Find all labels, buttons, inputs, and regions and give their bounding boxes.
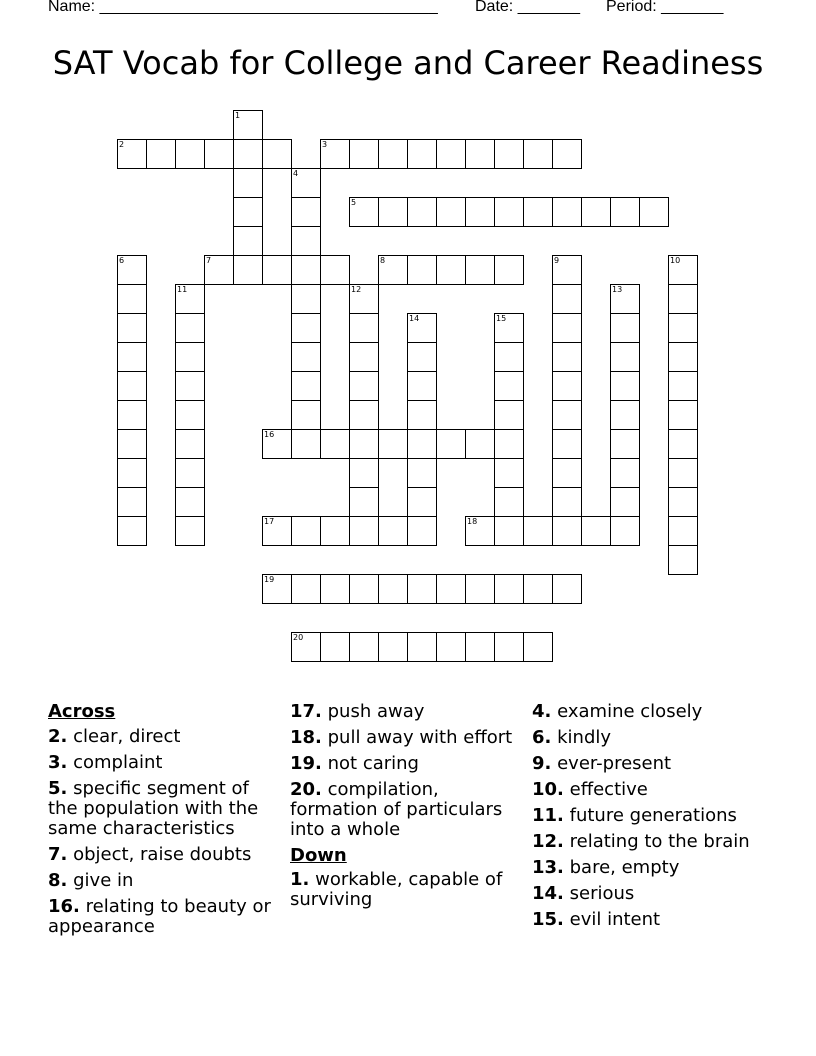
grid-cell[interactable] [291, 632, 321, 662]
grid-cell[interactable] [262, 516, 292, 546]
grid-cell[interactable] [552, 313, 582, 343]
grid-cell[interactable] [117, 255, 147, 285]
grid-cell[interactable] [291, 226, 321, 256]
grid-cell[interactable] [146, 139, 176, 169]
grid-cell[interactable] [291, 168, 321, 198]
grid-cell[interactable] [175, 458, 205, 488]
grid-cell[interactable] [349, 313, 379, 343]
grid-cell[interactable] [668, 516, 698, 546]
grid-cell[interactable] [552, 400, 582, 430]
grid-cell[interactable] [465, 255, 495, 285]
grid-cell[interactable] [465, 139, 495, 169]
grid-cell[interactable] [668, 429, 698, 459]
grid-cell[interactable] [407, 487, 437, 517]
clue-column-1 [48, 702, 280, 943]
grid-cell[interactable] [552, 516, 582, 546]
clue-across-19: 19. not caring [290, 753, 419, 774]
grid-cell[interactable] [494, 197, 524, 227]
clue-number-label: 18 [467, 517, 478, 526]
grid-cell[interactable] [407, 313, 437, 343]
clue-across-17: 17. push away [290, 701, 425, 722]
clue-down-1: 1. workable, capable of surviving [290, 869, 503, 910]
clue-across-20: 20. compilation, formation of particulars into a whole [290, 779, 503, 840]
grid-cell[interactable] [610, 487, 640, 517]
grid-cell[interactable] [523, 574, 553, 604]
grid-cell[interactable] [349, 284, 379, 314]
grid-cell[interactable] [610, 400, 640, 430]
grid-cell[interactable] [349, 429, 379, 459]
grid-cell[interactable] [552, 342, 582, 372]
grid-cell[interactable] [494, 139, 524, 169]
grid-cell[interactable] [262, 255, 292, 285]
grid-cell[interactable] [117, 487, 147, 517]
grid-cell[interactable] [175, 313, 205, 343]
grid-cell[interactable] [465, 516, 495, 546]
grid-cell[interactable] [494, 632, 524, 662]
grid-cell[interactable] [378, 429, 408, 459]
grid-cell[interactable] [349, 632, 379, 662]
grid-cell[interactable] [494, 574, 524, 604]
grid-cell[interactable] [610, 313, 640, 343]
grid-cell[interactable] [204, 255, 234, 285]
grid-cell[interactable] [320, 139, 350, 169]
name-field[interactable]: Name: ______________________________________ [48, 0, 438, 15]
grid-cell[interactable] [262, 139, 292, 169]
clue-across-8: 8. give in [48, 870, 134, 891]
grid-cell[interactable] [668, 342, 698, 372]
grid-cell[interactable] [668, 487, 698, 517]
grid-cell[interactable] [291, 371, 321, 401]
grid-cell[interactable] [407, 342, 437, 372]
grid-cell[interactable] [233, 139, 263, 169]
grid-cell[interactable] [494, 458, 524, 488]
across-heading: Across [48, 701, 116, 722]
grid-cell[interactable] [349, 197, 379, 227]
clue-number-label: 3 [322, 140, 328, 149]
grid-cell[interactable] [407, 139, 437, 169]
clue-down-10: 10. effective [532, 779, 648, 800]
grid-cell[interactable] [175, 371, 205, 401]
down-heading: Down [290, 845, 347, 866]
grid-cell[interactable] [407, 574, 437, 604]
grid-cell[interactable] [291, 313, 321, 343]
grid-cell[interactable] [407, 458, 437, 488]
clue-down-14: 14. serious [532, 883, 635, 904]
grid-cell[interactable] [175, 487, 205, 517]
grid-cell[interactable] [291, 197, 321, 227]
clue-down-6: 6. kindly [532, 727, 612, 748]
clue-number-label: 14 [409, 314, 420, 323]
period-field[interactable]: Period: _______ [606, 0, 724, 15]
clue-number-label: 20 [293, 633, 304, 642]
clue-number-label: 2 [119, 140, 125, 149]
grid-cell[interactable] [668, 458, 698, 488]
grid-cell[interactable] [175, 429, 205, 459]
grid-cell[interactable] [436, 429, 466, 459]
grid-cell[interactable] [175, 516, 205, 546]
clue-across-5: 5. specific segment of the population with the same characteristics [48, 778, 259, 839]
clue-number-label: 9 [554, 256, 560, 265]
grid-cell[interactable] [320, 255, 350, 285]
grid-cell[interactable] [552, 197, 582, 227]
clue-down-11: 11. future generations [532, 805, 737, 826]
clue-across-16: 16. relating to beauty or appearance [48, 896, 271, 937]
grid-cell[interactable] [523, 139, 553, 169]
grid-cell[interactable] [494, 342, 524, 372]
grid-cell[interactable] [233, 168, 263, 198]
grid-cell[interactable] [668, 284, 698, 314]
clue-down-13: 13. bare, empty [532, 857, 680, 878]
grid-cell[interactable] [291, 342, 321, 372]
grid-cell[interactable] [407, 255, 437, 285]
grid-cell[interactable] [581, 197, 611, 227]
grid-cell[interactable] [378, 632, 408, 662]
clue-number-label: 5 [351, 198, 357, 207]
grid-cell[interactable] [610, 371, 640, 401]
grid-cell[interactable] [175, 284, 205, 314]
clue-down-4: 4. examine closely [532, 701, 703, 722]
clue-number-label: 15 [496, 314, 507, 323]
grid-cell[interactable] [610, 458, 640, 488]
grid-cell[interactable] [117, 342, 147, 372]
clue-down-9: 9. ever-present [532, 753, 672, 774]
grid-cell[interactable] [291, 429, 321, 459]
grid-cell[interactable] [552, 458, 582, 488]
grid-cell[interactable] [349, 400, 379, 430]
grid-cell[interactable] [523, 632, 553, 662]
grid-cell[interactable] [436, 574, 466, 604]
grid-cell[interactable] [349, 574, 379, 604]
grid-cell[interactable] [291, 400, 321, 430]
puzzle-title: SAT Vocab for College and Career Readiness [52, 44, 764, 82]
grid-cell[interactable] [407, 371, 437, 401]
grid-cell[interactable] [465, 197, 495, 227]
clue-number-label: 8 [380, 256, 386, 265]
grid-cell[interactable] [262, 429, 292, 459]
grid-cell[interactable] [668, 400, 698, 430]
clue-number-label: 1 [235, 111, 241, 120]
grid-cell[interactable] [610, 284, 640, 314]
clue-column-3 [532, 702, 764, 936]
grid-cell[interactable] [117, 429, 147, 459]
grid-cell[interactable] [465, 632, 495, 662]
clue-number-label: 12 [351, 285, 362, 294]
grid-cell[interactable] [378, 139, 408, 169]
grid-cell[interactable] [436, 197, 466, 227]
grid-cell[interactable] [233, 226, 263, 256]
grid-cell[interactable] [552, 139, 582, 169]
grid-cell[interactable] [349, 458, 379, 488]
grid-cell[interactable] [117, 313, 147, 343]
grid-cell[interactable] [407, 197, 437, 227]
grid-cell[interactable] [291, 516, 321, 546]
grid-cell[interactable] [436, 632, 466, 662]
grid-cell[interactable] [262, 574, 292, 604]
grid-cell[interactable] [117, 371, 147, 401]
grid-cell[interactable] [320, 574, 350, 604]
clue-down-15: 15. evil intent [532, 909, 661, 930]
clue-across-18: 18. pull away with effort [290, 727, 513, 748]
grid-cell[interactable] [117, 284, 147, 314]
date-field[interactable]: Date: _______ [475, 0, 580, 15]
grid-cell[interactable] [494, 516, 524, 546]
grid-cell[interactable] [291, 574, 321, 604]
grid-cell[interactable] [552, 284, 582, 314]
grid-cell[interactable] [552, 371, 582, 401]
grid-cell[interactable] [378, 197, 408, 227]
grid-cell[interactable] [349, 342, 379, 372]
clue-across-2: 2. clear, direct [48, 726, 181, 747]
grid-cell[interactable] [378, 574, 408, 604]
grid-cell[interactable] [320, 632, 350, 662]
clue-number-label: 16 [264, 430, 275, 439]
grid-cell[interactable] [494, 487, 524, 517]
grid-cell[interactable] [610, 429, 640, 459]
grid-cell[interactable] [407, 429, 437, 459]
grid-cell[interactable] [465, 574, 495, 604]
clue-number-label: 13 [612, 285, 623, 294]
grid-cell[interactable] [581, 516, 611, 546]
grid-cell[interactable] [552, 429, 582, 459]
clue-column-2 [290, 702, 522, 916]
grid-cell[interactable] [494, 429, 524, 459]
grid-cell[interactable] [552, 574, 582, 604]
grid-cell[interactable] [523, 516, 553, 546]
grid-cell[interactable] [494, 400, 524, 430]
grid-cell[interactable] [233, 255, 263, 285]
clue-number-label: 17 [264, 517, 275, 526]
grid-cell[interactable] [407, 400, 437, 430]
grid-cell[interactable] [349, 516, 379, 546]
clue-number-label: 4 [293, 169, 299, 178]
grid-cell[interactable] [407, 516, 437, 546]
grid-cell[interactable] [175, 400, 205, 430]
grid-cell[interactable] [175, 139, 205, 169]
grid-cell[interactable] [117, 458, 147, 488]
grid-cell[interactable] [349, 487, 379, 517]
clue-number-label: 7 [206, 256, 212, 265]
grid-cell[interactable] [117, 516, 147, 546]
grid-cell[interactable] [668, 255, 698, 285]
grid-cell[interactable] [320, 429, 350, 459]
grid-cell[interactable] [436, 139, 466, 169]
grid-cell[interactable] [610, 516, 640, 546]
grid-cell[interactable] [204, 139, 234, 169]
clue-across-7: 7. object, raise doubts [48, 844, 252, 865]
grid-cell[interactable] [349, 371, 379, 401]
grid-cell[interactable] [320, 516, 350, 546]
clue-number-label: 10 [670, 256, 681, 265]
grid-cell[interactable] [378, 255, 408, 285]
clue-number-label: 19 [264, 575, 275, 584]
grid-cell[interactable] [494, 255, 524, 285]
grid-cell[interactable] [523, 197, 553, 227]
grid-cell[interactable] [233, 110, 263, 140]
grid-cell[interactable] [552, 487, 582, 517]
clue-across-3: 3. complaint [48, 752, 163, 773]
grid-cell[interactable] [610, 342, 640, 372]
grid-cell[interactable] [349, 139, 379, 169]
grid-cell[interactable] [291, 255, 321, 285]
grid-cell[interactable] [378, 516, 408, 546]
grid-cell[interactable] [552, 255, 582, 285]
grid-cell[interactable] [494, 313, 524, 343]
grid-cell[interactable] [494, 371, 524, 401]
grid-cell[interactable] [668, 371, 698, 401]
grid-cell[interactable] [117, 139, 147, 169]
grid-cell[interactable] [291, 284, 321, 314]
clue-number-label: 6 [119, 256, 125, 265]
grid-cell[interactable] [668, 313, 698, 343]
grid-cell[interactable] [610, 197, 640, 227]
grid-cell[interactable] [465, 429, 495, 459]
clue-down-12: 12. relating to the brain [532, 831, 750, 852]
grid-cell[interactable] [175, 342, 205, 372]
grid-cell[interactable] [668, 545, 698, 575]
grid-cell[interactable] [233, 197, 263, 227]
clue-number-label: 11 [177, 285, 188, 294]
grid-cell[interactable] [639, 197, 669, 227]
grid-cell[interactable] [117, 400, 147, 430]
grid-cell[interactable] [407, 632, 437, 662]
grid-cell[interactable] [436, 255, 466, 285]
